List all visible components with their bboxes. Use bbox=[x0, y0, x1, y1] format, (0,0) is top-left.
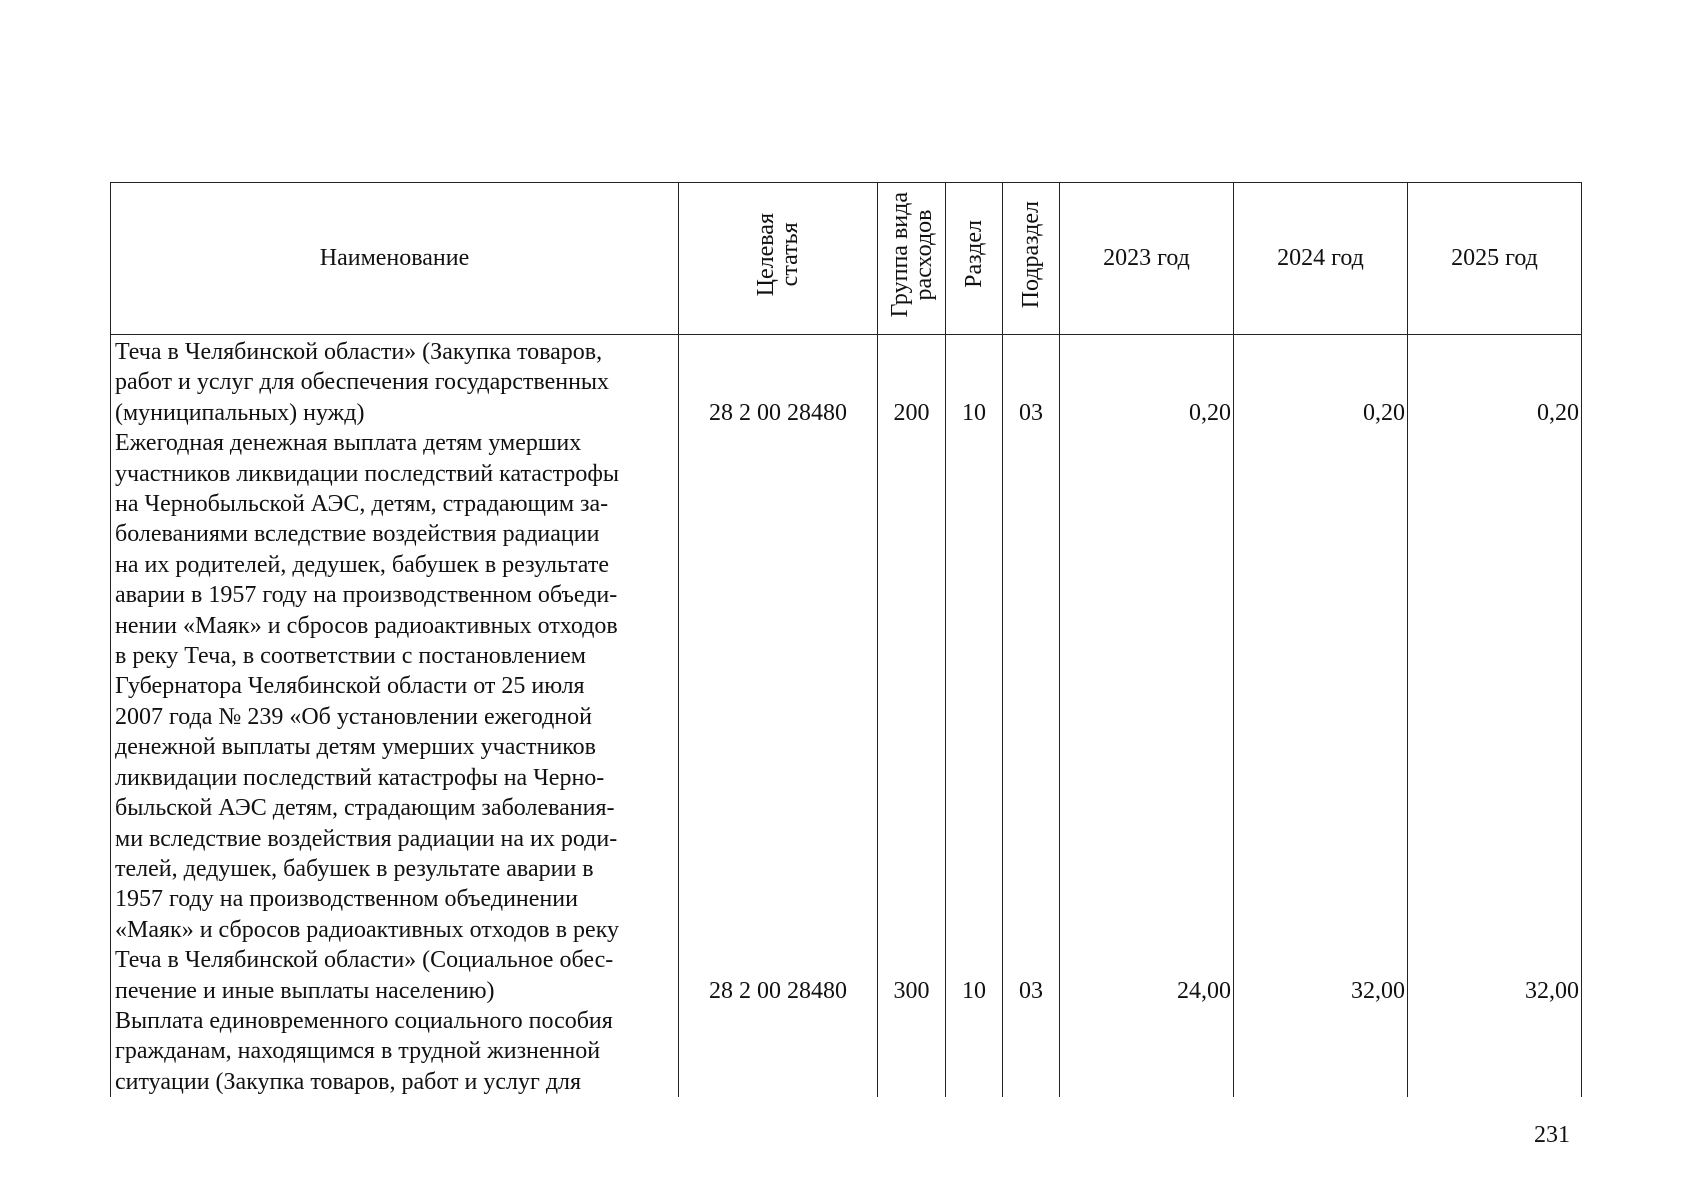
name-line: ликвидации последствий катастрофы на Черно- bbox=[115, 764, 605, 791]
header-group-line2: расходов bbox=[910, 208, 937, 300]
name-line: в реку Теча, в соответствии с постановлением bbox=[115, 643, 586, 670]
header-expense-group-label bbox=[888, 192, 936, 317]
row-amount-2025: 0,20 bbox=[1408, 335, 1582, 429]
name-line: гражданам, находящимся в трудной жизненной bbox=[115, 1038, 601, 1065]
name-line: Губернатора Челябинской области от 25 июля bbox=[115, 673, 585, 700]
row-section bbox=[946, 1006, 1003, 1097]
row-amount-2024: 32,00 bbox=[1234, 428, 1408, 1006]
header-year-2023-label: 2023 год bbox=[1103, 245, 1190, 272]
row-name bbox=[111, 335, 679, 429]
name-line: аварии в 1957 году на производственном объеди- bbox=[115, 582, 618, 609]
row-amount-2024: 0,20 bbox=[1234, 335, 1408, 429]
row-subsection bbox=[1003, 1006, 1060, 1097]
row-target-article bbox=[679, 1006, 878, 1097]
header-target-article bbox=[679, 183, 878, 335]
row-amount-2025 bbox=[1408, 1006, 1582, 1097]
row-expense-group: 300 bbox=[878, 428, 946, 1006]
header-group-line1: Группа вида bbox=[886, 191, 913, 318]
table-row bbox=[111, 335, 1582, 429]
table-row bbox=[111, 428, 1582, 1006]
header-section-label: Раздел bbox=[961, 220, 987, 289]
name-line: денежной выплаты детям умерших участников bbox=[115, 734, 596, 761]
header-year-2025 bbox=[1408, 183, 1582, 335]
page-number: 231 bbox=[1534, 1122, 1570, 1148]
table-header-row bbox=[111, 183, 1582, 335]
header-name-label: Наименование bbox=[319, 245, 470, 272]
name-line: телей, дедушек, бабушек в результате аварии в bbox=[115, 855, 594, 882]
name-line: ситуации (Закупка товаров, работ и услуг для bbox=[115, 1068, 582, 1095]
row-name bbox=[111, 1006, 679, 1097]
name-line: ми вследствие воздействия радиации на их роди- bbox=[115, 825, 618, 852]
row-subsection: 03 bbox=[1003, 335, 1060, 429]
row-section: 10 bbox=[946, 335, 1003, 429]
header-target-line2: статья bbox=[777, 222, 803, 287]
name-line: «Маяк» и сбросов радиоактивных отходов в реку bbox=[115, 916, 620, 943]
name-line: Теча в Челябинской области» (Социальное обес- bbox=[115, 947, 614, 974]
name-line: 1957 году на производственном объединении bbox=[115, 886, 578, 913]
row-amount-2023: 0,20 bbox=[1060, 335, 1234, 429]
header-year-2024 bbox=[1234, 183, 1408, 335]
name-line: на Чернобыльской АЭС, детям, страдающим за- bbox=[115, 491, 609, 518]
header-target-line1: Целевая bbox=[753, 212, 779, 296]
header-year-2023 bbox=[1060, 183, 1234, 335]
row-amount-2023 bbox=[1060, 1006, 1234, 1097]
name-line: нении «Маяк» и сбросов радиоактивных отходов bbox=[115, 612, 618, 639]
row-amount-2025: 32,00 bbox=[1408, 428, 1582, 1006]
table-row bbox=[111, 1006, 1582, 1097]
row-target-article: 28 2 00 28480 bbox=[679, 335, 878, 429]
row-amount-2023: 24,00 bbox=[1060, 428, 1234, 1006]
header-subsection-label: Подраздел bbox=[1018, 200, 1044, 308]
name-line: быльской АЭС детям, страдающим заболевания- bbox=[115, 795, 615, 822]
row-subsection: 03 bbox=[1003, 428, 1060, 1006]
header-year-2025-label: 2025 год bbox=[1451, 245, 1538, 272]
row-section: 10 bbox=[946, 428, 1003, 1006]
row-amount-2024 bbox=[1234, 1006, 1408, 1097]
name-line: Теча в Челябинской области» (Закупка товаров, bbox=[115, 339, 603, 365]
header-name bbox=[111, 183, 679, 335]
header-expense-group bbox=[878, 183, 946, 335]
name-line: печение и иные выплаты населению) bbox=[115, 977, 495, 1004]
name-line: участников ликвидации последствий катастрофы bbox=[115, 460, 620, 487]
header-section bbox=[946, 183, 1003, 335]
budget-table bbox=[110, 182, 1582, 1097]
row-expense-group: 200 bbox=[878, 335, 946, 429]
name-line: Ежегодная денежная выплата детям умерших bbox=[115, 430, 582, 457]
row-target-article: 28 2 00 28480 bbox=[679, 428, 878, 1006]
row-name bbox=[111, 428, 679, 1006]
name-line: болеваниями вследствие воздействия радиации bbox=[115, 521, 600, 548]
header-target-article-label bbox=[754, 213, 802, 296]
name-line: на их родителей, дедушек, бабушек в результате bbox=[115, 551, 609, 578]
name-line: 2007 года № 239 «Об установлении ежегодной bbox=[115, 703, 592, 730]
name-line: Выплата единовременного социального пособия bbox=[115, 1007, 613, 1034]
header-subsection bbox=[1003, 183, 1060, 335]
row-expense-group bbox=[878, 1006, 946, 1097]
header-year-2024-label: 2024 год bbox=[1277, 245, 1364, 272]
name-line: работ и услуг для обеспечения государственных bbox=[115, 369, 610, 396]
name-line: (муниципальных) нужд) bbox=[115, 399, 365, 426]
